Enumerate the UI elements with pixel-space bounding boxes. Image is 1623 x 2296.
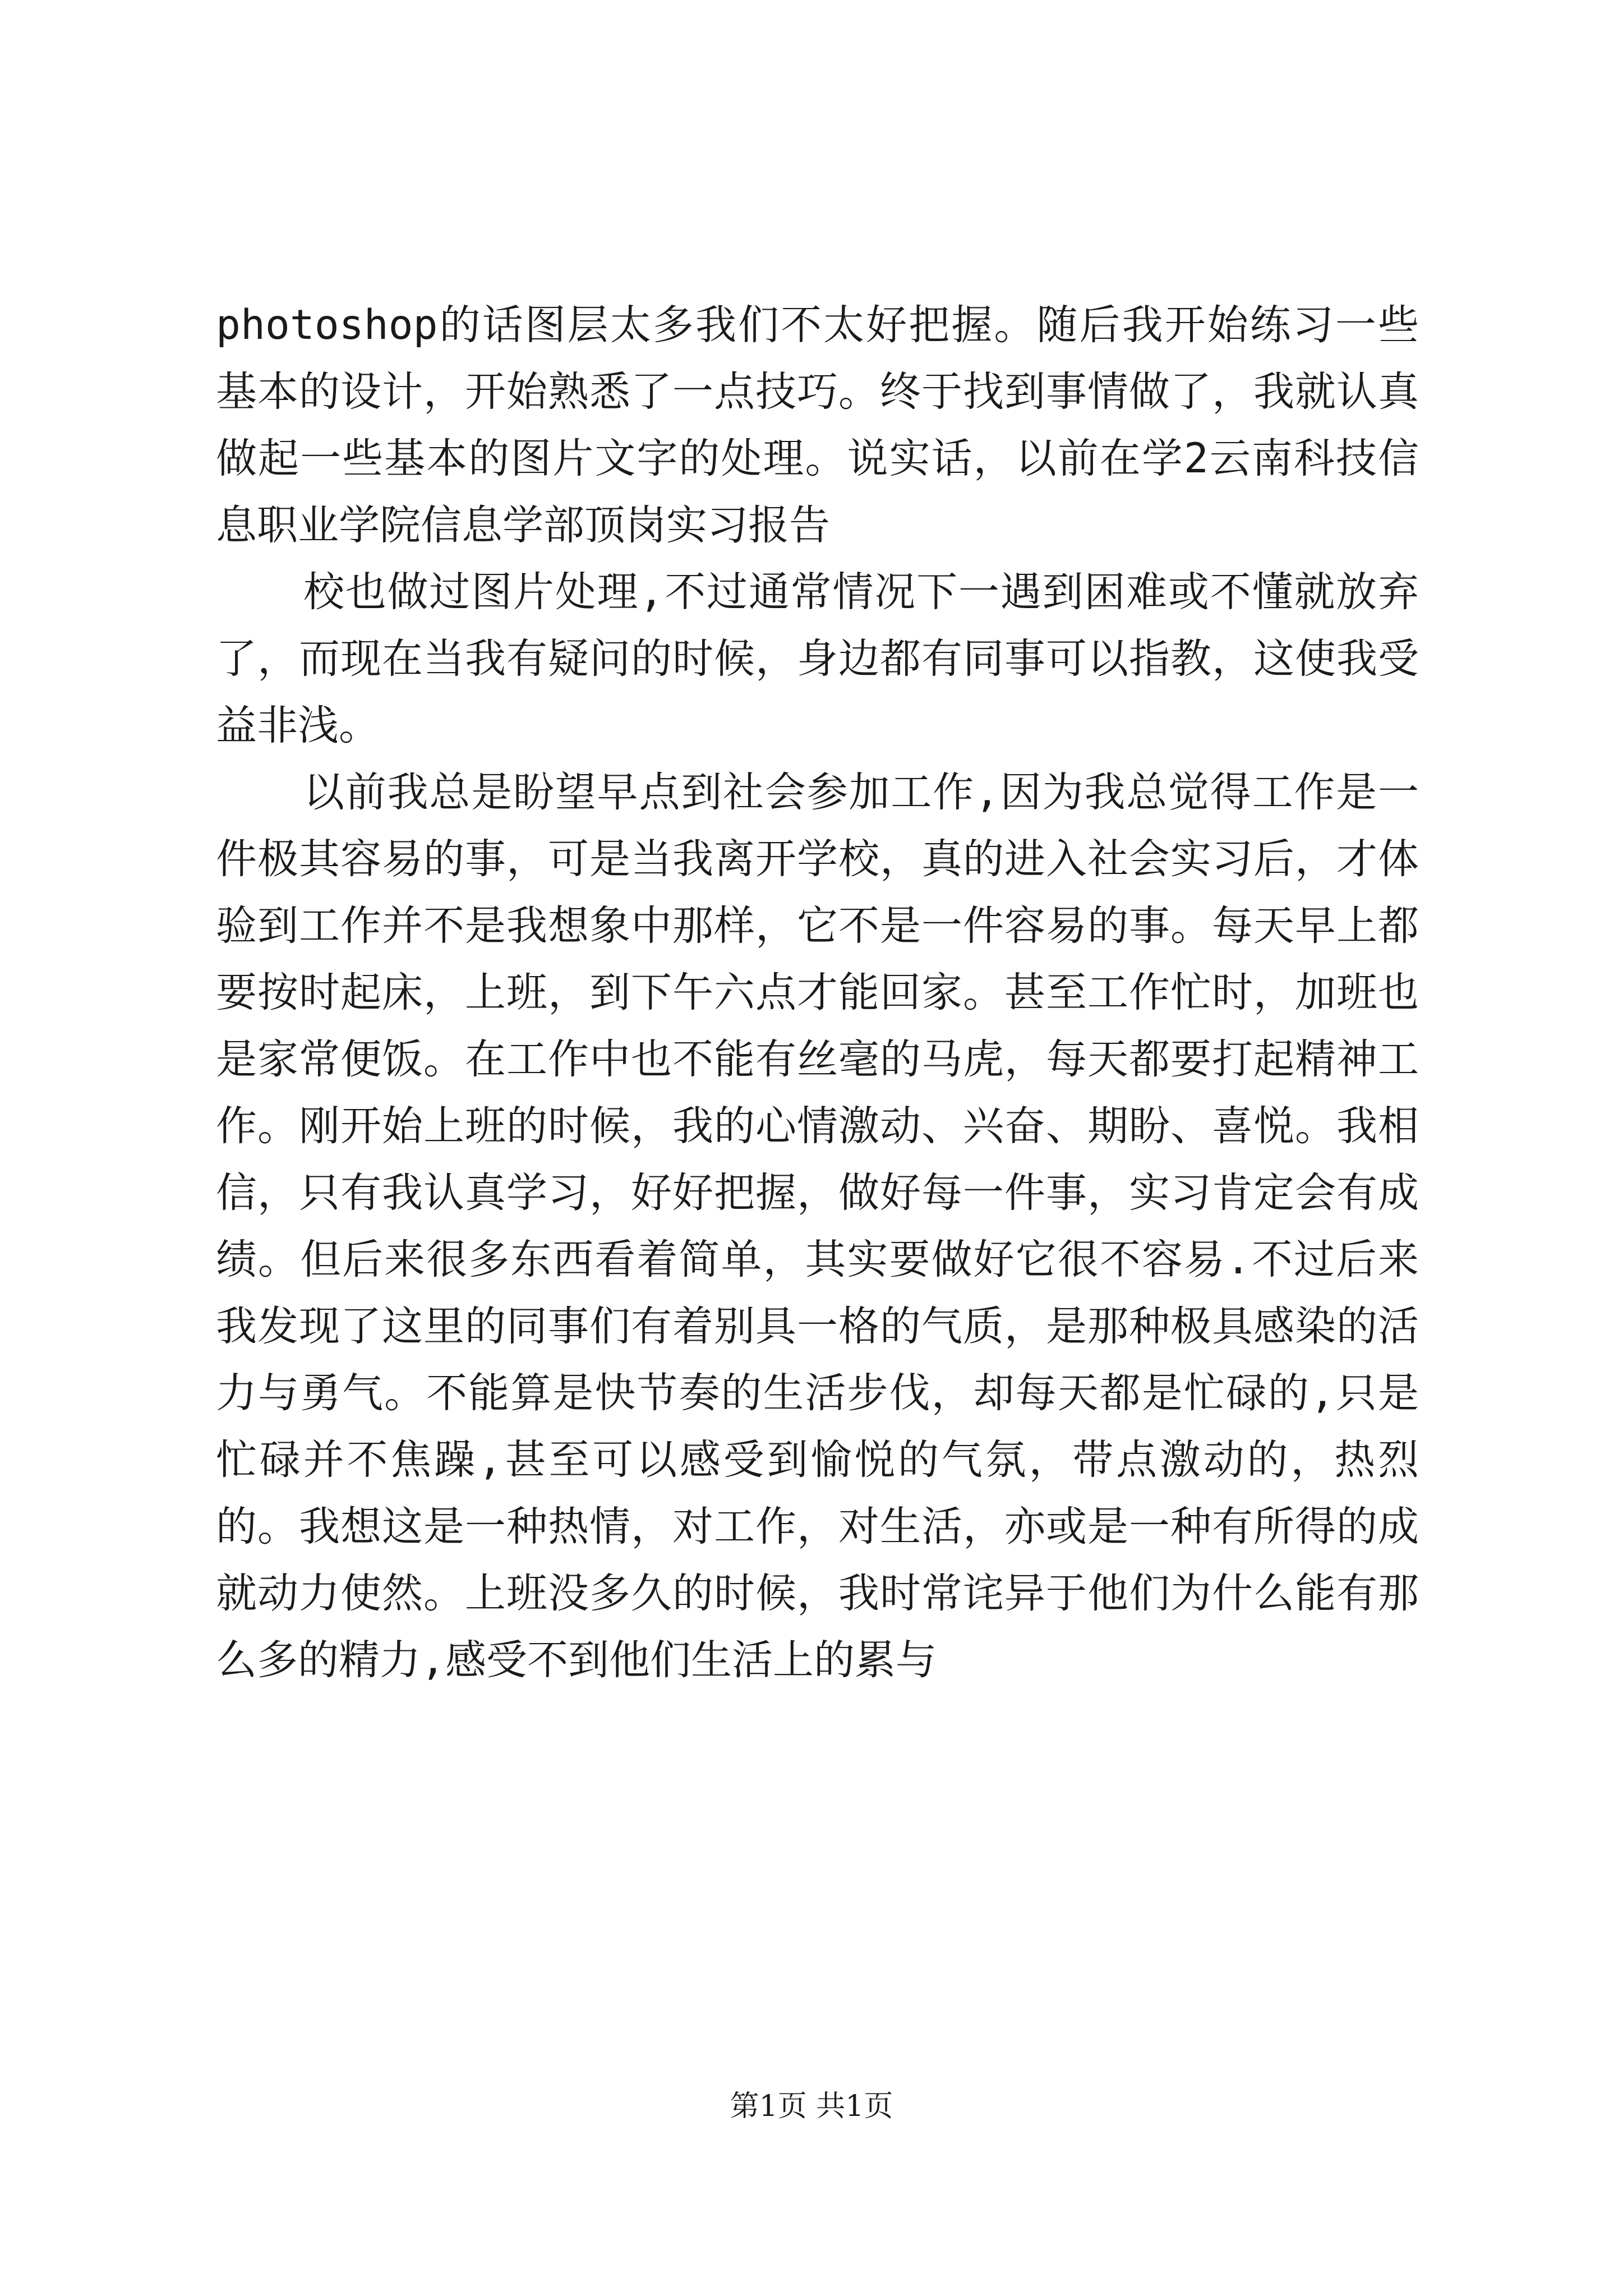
paragraph-2: 校也做过图片处理,不过通常情况下一遇到困难或不懂就放弃了，而现在当我有疑问的时候，身边都有同事可以指教，这使我受益非浅。 [216,568,1419,749]
document-body [216,292,1419,1694]
paragraph-3: 以前我总是盼望早点到社会参加工作,因为我总觉得工作是一件极其容易的事，可是当我离开学校，真的进入社会实习后，才体验到工作并不是我想象中那样，它不是一件容易的事。每天早上都要按时起床，上班，到下午六点才能回家。甚至工作忙时，加班也是家常便饭。在工作中也不能有丝毫的马虎，每天都要打起精神工作。刚开始上班的时候，我的心情激动、兴奋、期盼、喜悦。我相信，只有我认真学习，好好把握，做好每一件事，实习肯定会有成绩。但后来很多东西看着简单，其实要做好它很不容易.不过后来我发现了这里的同事们有着别具一格的气质，是那种极具感染的活力与勇气。不能算是快节奏的生活步伐，却每天都是忙碌的,只是忙碌并不焦躁,甚至可以感受到愉悦的气氛，带点激动的，热烈的。我想这是一种热情，对工作，对生活，亦或是一种有所得的成就动力使然。上班没多久的时候，我时常诧异于他们为什么能有那么多的精力,感受不到他们生活上的累与 [216,769,1419,1684]
page-footer: 第1页 共1页 [730,2090,893,2123]
paragraph-1: photoshop的话图层太多我们不太好把握。随后我开始练习一些基本的设计，开始熟悉了一点技巧。终于找到事情做了，我就认真做起一些基本的图片文字的处理。说实话，以前在学2云南科技信息职业学院信息学部顶岗实习报告 [216,301,1419,549]
